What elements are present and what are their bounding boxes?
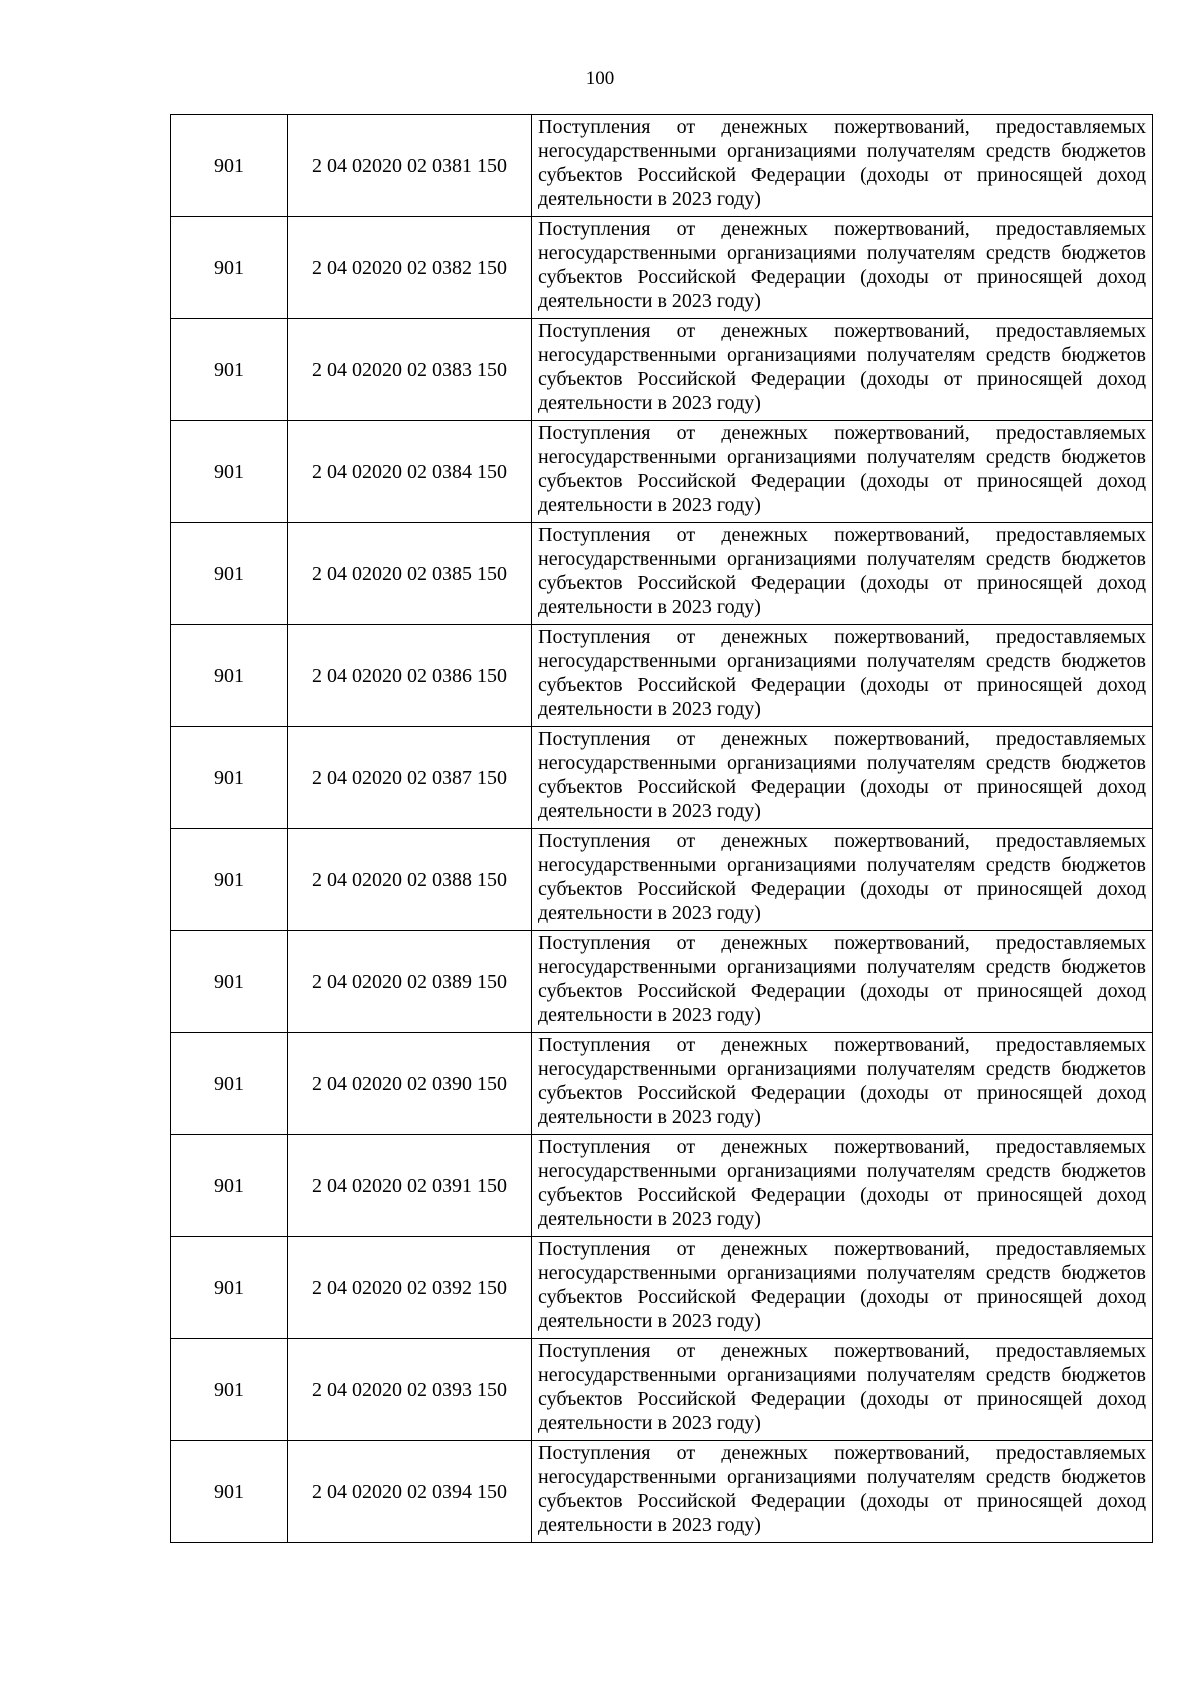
table-row bbox=[171, 1237, 1153, 1339]
description-text: Поступления от денежных пожертвований, предоставляемых негосударственными организациями получателям средств бюджетов субъектов Российской Федерации (доходы от приносящей доход деятельности в 2023 году) bbox=[538, 932, 1146, 1026]
revenue-codes-table bbox=[170, 114, 1153, 1543]
table-row bbox=[171, 829, 1153, 931]
description-text: Поступления от денежных пожертвований, предоставляемых негосударственными организациями получателям средств бюджетов субъектов Российской Федерации (доходы от приносящей доход деятельности в 2023 году) bbox=[538, 626, 1146, 720]
description-cell bbox=[532, 931, 1153, 1033]
table-row bbox=[171, 217, 1153, 319]
budget-classification-code-cell: 2 04 02020 02 0381 150 bbox=[288, 115, 532, 217]
description-cell bbox=[532, 727, 1153, 829]
budget-classification-code-cell: 2 04 02020 02 0387 150 bbox=[288, 727, 532, 829]
admin-code-cell: 901 bbox=[171, 421, 288, 523]
table-row bbox=[171, 931, 1153, 1033]
description-text: Поступления от денежных пожертвований, предоставляемых негосударственными организациями получателям средств бюджетов субъектов Российской Федерации (доходы от приносящей доход деятельности в 2023 году) bbox=[538, 728, 1146, 822]
description-text: Поступления от денежных пожертвований, предоставляемых негосударственными организациями получателям средств бюджетов субъектов Российской Федерации (доходы от приносящей доход деятельности в 2023 году) bbox=[538, 422, 1146, 516]
admin-code-cell: 901 bbox=[171, 1441, 288, 1543]
budget-classification-code-cell: 2 04 02020 02 0392 150 bbox=[288, 1237, 532, 1339]
admin-code-cell: 901 bbox=[171, 931, 288, 1033]
description-text: Поступления от денежных пожертвований, предоставляемых негосударственными организациями получателям средств бюджетов субъектов Российской Федерации (доходы от приносящей доход деятельности в 2023 году) bbox=[538, 1238, 1146, 1332]
budget-classification-code-cell: 2 04 02020 02 0382 150 bbox=[288, 217, 532, 319]
budget-classification-code-cell: 2 04 02020 02 0384 150 bbox=[288, 421, 532, 523]
description-cell bbox=[532, 421, 1153, 523]
budget-classification-code-cell: 2 04 02020 02 0385 150 bbox=[288, 523, 532, 625]
description-cell bbox=[532, 829, 1153, 931]
budget-classification-code-cell: 2 04 02020 02 0383 150 bbox=[288, 319, 532, 421]
description-text: Поступления от денежных пожертвований, предоставляемых негосударственными организациями получателям средств бюджетов субъектов Российской Федерации (доходы от приносящей доход деятельности в 2023 году) bbox=[538, 1442, 1146, 1536]
admin-code-cell: 901 bbox=[171, 727, 288, 829]
description-text: Поступления от денежных пожертвований, предоставляемых негосударственными организациями получателям средств бюджетов субъектов Российской Федерации (доходы от приносящей доход деятельности в 2023 году) bbox=[538, 218, 1146, 312]
admin-code-cell: 901 bbox=[171, 625, 288, 727]
table-body bbox=[171, 115, 1153, 1543]
admin-code-cell: 901 bbox=[171, 217, 288, 319]
description-cell bbox=[532, 1339, 1153, 1441]
table-row bbox=[171, 115, 1153, 217]
description-text: Поступления от денежных пожертвований, предоставляемых негосударственными организациями получателям средств бюджетов субъектов Российской Федерации (доходы от приносящей доход деятельности в 2023 году) bbox=[538, 320, 1146, 414]
admin-code-cell: 901 bbox=[171, 1237, 288, 1339]
admin-code-cell: 901 bbox=[171, 829, 288, 931]
table-row bbox=[171, 727, 1153, 829]
budget-classification-code-cell: 2 04 02020 02 0386 150 bbox=[288, 625, 532, 727]
description-cell bbox=[532, 1033, 1153, 1135]
description-text: Поступления от денежных пожертвований, предоставляемых негосударственными организациями получателям средств бюджетов субъектов Российской Федерации (доходы от приносящей доход деятельности в 2023 году) bbox=[538, 116, 1146, 210]
description-cell bbox=[532, 115, 1153, 217]
description-text: Поступления от денежных пожертвований, предоставляемых негосударственными организациями получателям средств бюджетов субъектов Российской Федерации (доходы от приносящей доход деятельности в 2023 году) bbox=[538, 1136, 1146, 1230]
description-cell bbox=[532, 1237, 1153, 1339]
description-text: Поступления от денежных пожертвований, предоставляемых негосударственными организациями получателям средств бюджетов субъектов Российской Федерации (доходы от приносящей доход деятельности в 2023 году) bbox=[538, 1034, 1146, 1128]
admin-code-cell: 901 bbox=[171, 115, 288, 217]
table-row bbox=[171, 1339, 1153, 1441]
description-cell bbox=[532, 1441, 1153, 1543]
description-cell bbox=[532, 625, 1153, 727]
budget-classification-code-cell: 2 04 02020 02 0388 150 bbox=[288, 829, 532, 931]
admin-code-cell: 901 bbox=[171, 1033, 288, 1135]
description-cell bbox=[532, 319, 1153, 421]
table-row bbox=[171, 523, 1153, 625]
admin-code-cell: 901 bbox=[171, 319, 288, 421]
table-row bbox=[171, 1441, 1153, 1543]
table-row bbox=[171, 319, 1153, 421]
admin-code-cell: 901 bbox=[171, 523, 288, 625]
description-cell bbox=[532, 1135, 1153, 1237]
budget-classification-code-cell: 2 04 02020 02 0391 150 bbox=[288, 1135, 532, 1237]
description-cell bbox=[532, 217, 1153, 319]
budget-classification-code-cell: 2 04 02020 02 0393 150 bbox=[288, 1339, 532, 1441]
page-number: 100 bbox=[585, 68, 615, 89]
table-row bbox=[171, 1135, 1153, 1237]
budget-classification-code-cell: 2 04 02020 02 0390 150 bbox=[288, 1033, 532, 1135]
description-text: Поступления от денежных пожертвований, предоставляемых негосударственными организациями получателям средств бюджетов субъектов Российской Федерации (доходы от приносящей доход деятельности в 2023 году) bbox=[538, 830, 1146, 924]
admin-code-cell: 901 bbox=[171, 1339, 288, 1441]
description-cell bbox=[532, 523, 1153, 625]
budget-classification-code-cell: 2 04 02020 02 0394 150 bbox=[288, 1441, 532, 1543]
description-text: Поступления от денежных пожертвований, предоставляемых негосударственными организациями получателям средств бюджетов субъектов Российской Федерации (доходы от приносящей доход деятельности в 2023 году) bbox=[538, 524, 1146, 618]
description-text: Поступления от денежных пожертвований, предоставляемых негосударственными организациями получателям средств бюджетов субъектов Российской Федерации (доходы от приносящей доход деятельности в 2023 году) bbox=[538, 1340, 1146, 1434]
table-row bbox=[171, 1033, 1153, 1135]
admin-code-cell: 901 bbox=[171, 1135, 288, 1237]
budget-classification-code-cell: 2 04 02020 02 0389 150 bbox=[288, 931, 532, 1033]
table-row bbox=[171, 625, 1153, 727]
table-row bbox=[171, 421, 1153, 523]
